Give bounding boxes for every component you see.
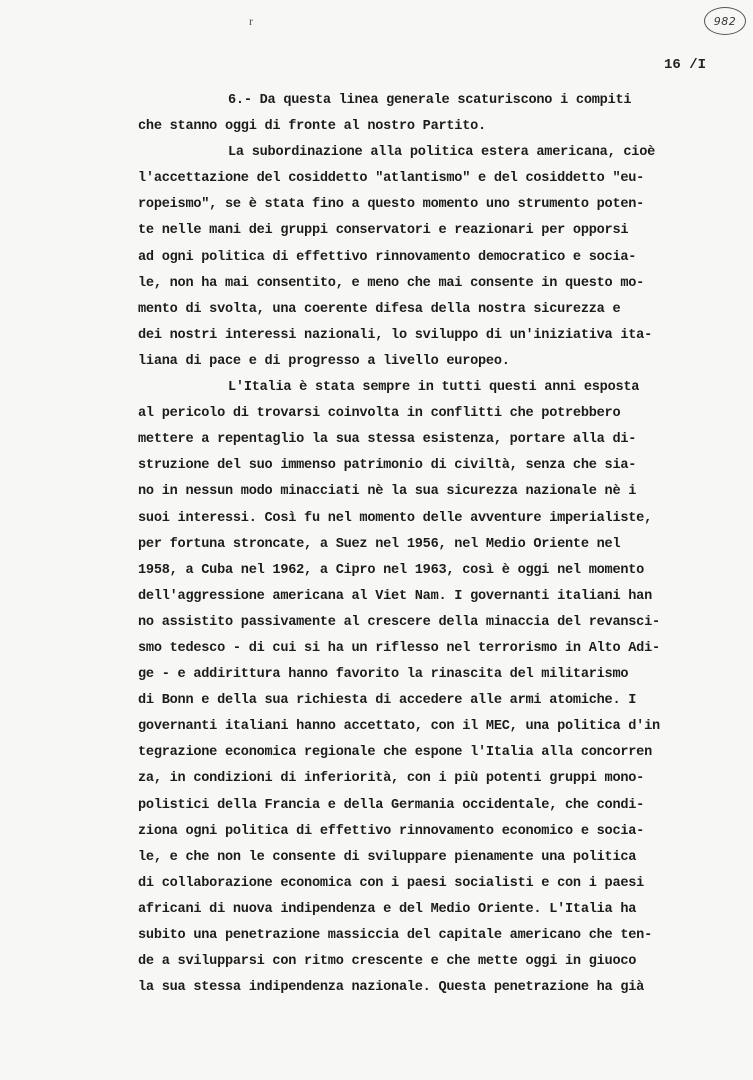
text-line: che stanno oggi di fronte al nostro Partito. — [138, 119, 486, 135]
text-line: ropeismo", se è stata fino a questo momento uno strumento poten- — [138, 197, 645, 213]
text-line: mento di svolta, una coerente difesa della nostra sicurezza e — [138, 301, 621, 317]
text-line: per fortuna stroncate, a Suez nel 1956, nel Medio Oriente nel — [138, 536, 621, 552]
text-line: za, in condizioni di inferiorità, con i più potenti gruppi mono- — [138, 771, 645, 787]
text-line: tegrazione economica regionale che espone l'Italia alla concorren — [138, 745, 652, 761]
page-number: 16 /I — [664, 57, 707, 73]
text-line: le, e che non le consente di sviluppare pienamente una politica — [138, 849, 637, 865]
text-line: africani di nuova indipendenza e del Medio Oriente. L'Italia ha — [138, 901, 637, 917]
text-line: mettere a repentaglio la sua stessa esistenza, portare alla di- — [138, 432, 637, 448]
text-line: L'Italia è stata sempre in tutti questi anni esposta — [228, 380, 640, 396]
text-line: no assistito passivamente al crescere della minaccia del revansci- — [138, 614, 660, 630]
text-line: no in nessun modo minacciati nè la sua sicurezza nazionale nè i — [138, 484, 637, 500]
text-line: subito una penetrazione massiccia del capitale americano che ten- — [138, 928, 652, 943]
text-line: ziona ogni politica di effettivo rinnovamento economico e socia- — [138, 823, 645, 839]
text-line: l'accettazione del cosiddetto "atlantismo" e del cosiddetto "eu- — [138, 171, 645, 187]
text-line: liana di pace e di progresso a livello europeo. — [138, 353, 510, 369]
text-line: de a svilupparsi con ritmo crescente e che mette oggi in giuoco — [138, 954, 637, 970]
text-line: suoi interessi. Così fu nel momento delle avventure imperialiste, — [138, 510, 652, 526]
text-line: dell'aggressione americana al Viet Nam. I governanti italiani han — [138, 588, 652, 604]
text-line: di Bonn e della sua richiesta di accedere alle armi atomiche. I — [138, 693, 637, 709]
text-line: le, non ha mai consentito, e meno che mai consente in questo mo- — [138, 275, 645, 291]
archive-stamp-number: 982 — [713, 14, 737, 28]
text-line: 1958, a Cuba nel 1962, a Cipro nel 1963, così è oggi nel momento — [138, 562, 645, 578]
text-line: di collaborazione economica con i paesi socialisti e con i paesi — [138, 875, 645, 891]
text-line: la sua stessa indipendenza nazionale. Questa penetrazione ha già — [138, 980, 645, 996]
text-line: governanti italiani hanno accettato, con il MEC, una politica d'in — [138, 719, 660, 735]
document-body — [138, 88, 710, 1001]
text-line: dei nostri interessi nazionali, lo sviluppo di un'iniziativa ita- — [138, 327, 652, 343]
text-line: struzione del suo immenso patrimonio di civiltà, senza che sia- — [138, 458, 637, 474]
text-line: te nelle mani dei gruppi conservatori e reazionari per opporsi — [138, 223, 629, 239]
text-line: 6.- Da questa linea generale scaturiscono i compiti — [228, 93, 632, 108]
text-line: ad ogni politica di effettivo rinnovamento democratico e socia- — [138, 249, 637, 265]
text-line: La subordinazione alla politica estera americana, cioè — [228, 145, 656, 161]
text-line: ge - e addirittura hanno favorito la rinascita del militarismo — [138, 667, 629, 683]
text-line: smo tedesco - di cui si ha un riflesso nel terrorismo in Alto Adi- — [138, 640, 660, 656]
text-line: polistici della Francia e della Germania occidentale, che condi- — [138, 797, 645, 813]
top-mark: r — [249, 14, 253, 28]
text-line: al pericolo di trovarsi coinvolta in conflitti che potrebbero — [138, 406, 621, 422]
archive-stamp — [704, 7, 746, 35]
